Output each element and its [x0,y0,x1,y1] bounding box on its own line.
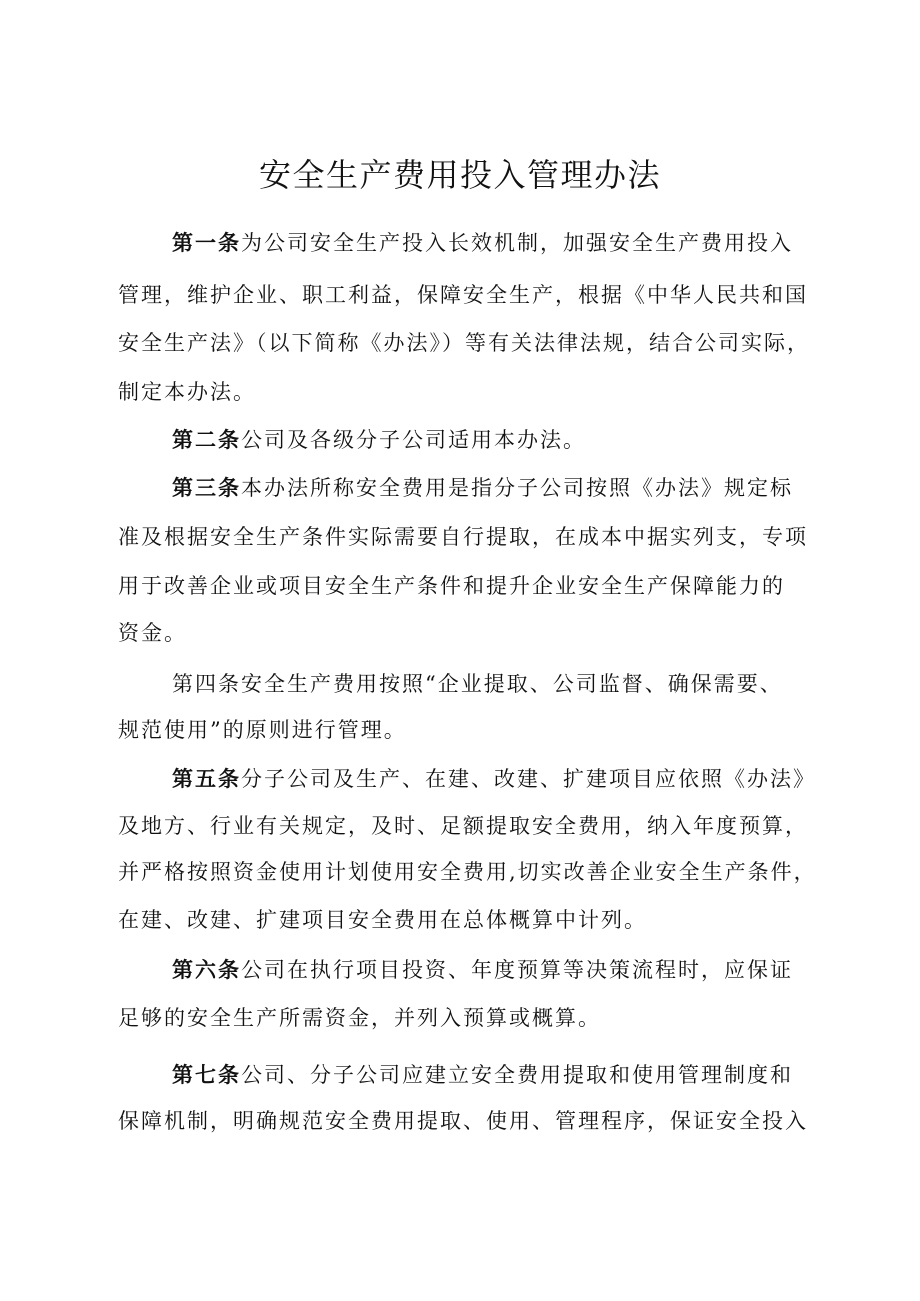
article-1-text: 为公司安全生产投入长效机制，加强安全生产费用投入 [241,231,793,255]
article-7-label: 第七条 [172,1062,241,1087]
article-3-line-4: 资金。 [118,621,187,645]
article-6-line-2: 足够的安全生产所需资金，并列入预算或概算。 [118,1006,601,1030]
document-title: 安全生产费用投入管理办法 [258,156,661,194]
article-6-line-1 [172,955,793,985]
article-1-line-2: 管理，维护企业、职工利益，保障安全生产，根据《中华人民共和国 [118,283,808,307]
article-2-line-1 [172,425,586,455]
article-4-line-1 [172,669,783,699]
article-3-line-1 [172,473,793,503]
article-6-text: 公司在执行项目投资、年度预算等决策流程时，应保证 [241,958,793,982]
article-4-label: 第四条 [172,672,241,696]
article-3-label: 第三条 [172,475,241,500]
article-7-text: 公司、分子公司应建立安全费用提取和使用管理制度和 [241,1063,793,1087]
article-3-text: 本办法所称安全费用是指分子公司按照《办法》规定标 [241,476,793,500]
article-3-line-3: 用于改善企业或项目安全生产条件和提升企业安全生产保障能力的 [118,574,785,598]
article-5-line-3: 并严格按照资金使用计划使用安全费用,切实改善企业安全生产条件， [118,860,817,884]
article-5-line-1 [172,764,816,794]
article-7-line-1 [172,1060,793,1090]
article-5-line-4: 在建、改建、扩建项目安全费用在总体概算中计列。 [118,908,647,932]
article-5-label: 第五条 [172,766,241,791]
article-5-text: 分子公司及生产、在建、改建、扩建项目应依照《办法》 [241,767,816,791]
article-1-label: 第一条 [172,230,241,255]
article-2-text: 公司及各级分子公司适用本办法。 [241,428,586,452]
article-7-line-2: 保障机制，明确规范安全费用提取、使用、管理程序，保证安全投入 [118,1109,808,1133]
article-1-line-4: 制定本办法。 [118,380,256,404]
article-2-label: 第二条 [172,427,241,452]
article-1-line-3: 安全生产法》（以下简称《办法》）等有关法律法规，结合公司实际， [118,331,810,355]
article-5-line-2: 及地方、行业有关规定，及时、足额提取安全费用，纳入年度预算， [118,814,808,838]
article-4-text: 安全生产费用按照“企业提取、公司监督、确保需要、 [241,672,783,696]
article-6-label: 第六条 [172,957,241,982]
article-4-line-2: 规范使用”的原则进行管理。 [118,718,407,742]
article-1-line-1 [172,228,793,258]
article-3-line-2: 准及根据安全生产条件实际需要自行提取，在成本中据实列支，专项 [118,525,808,549]
